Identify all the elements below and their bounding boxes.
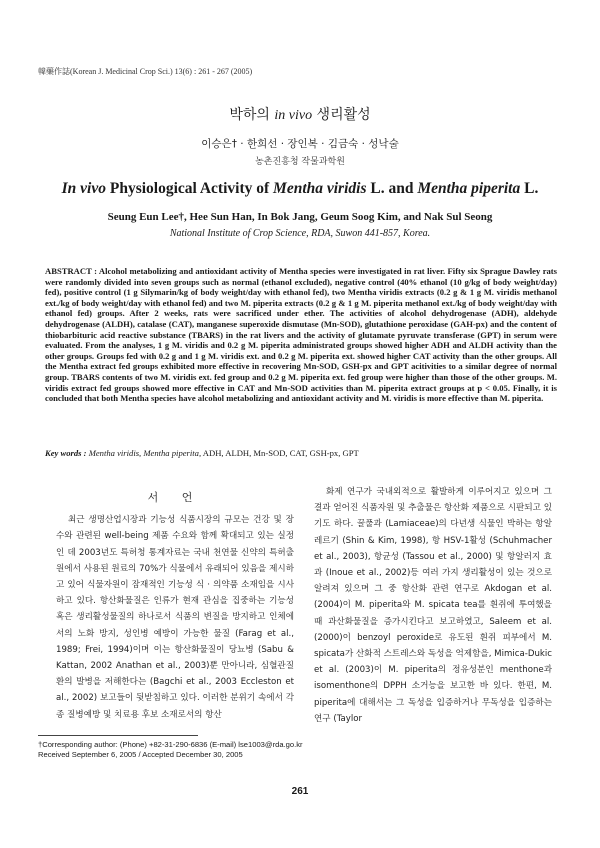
title-part: L. (520, 180, 539, 197)
abstract-label: ABSTRACT : (45, 266, 97, 276)
title-italic-part: Mentha viridis (273, 180, 367, 197)
footnote-received: Received September 6, 2005 / Accepted December 30, 2005 (38, 750, 243, 759)
korean-affiliation: 농촌진흥청 작물과학원 (255, 157, 345, 167)
abstract (45, 266, 557, 404)
keywords-list: ADH, ALDH, Mn-SOD, CAT, GSH-px, GPT (201, 448, 359, 458)
page-number: 261 (291, 786, 309, 797)
korean-title-part: 생리활성 (312, 107, 371, 123)
left-column (56, 490, 294, 723)
english-authors: Seung Eun Lee†, Hee Sun Han, In Bok Jang, Geum Soog Kim, and Nak Sul Seong (107, 211, 493, 223)
section-heading: 서 언 (147, 491, 203, 504)
footnote (38, 740, 303, 760)
left-column-text: 최근 생명산업시장과 기능성 식품시장의 규모는 건강 및 장수와 관련된 well-being 제품 수요와 함께 확대되고 있는 실정인 데 2003년도 특허청 통계자료는 국내 천연물 신약의 특허출원에서 사용된 원료의 70%가 식물에서 유래되어 있음을 제시하고 있어 식물자원이 잠재적인 기능성 식 · 의약품 소재임을 시사하고 있다. 항산화물질은 인류가 현재 관심을 집중하는 기능성 혹은 생리활성물질의 하나로서 식품의 변질을 방지하고 인체에서의 노화 방지, 성인병 예방이 가능한 물질 (Farag et al., 1989; Frei, 1994)이며 이는 항산화물질이 당뇨병 (Sabu & Kattan, 2002 Anathan et al., 2003)뿐 만아니라, 심혈관질환의 발병을 저해한다는 (Bagchi et al., 2003 Eccleston et al., 2002) 보고들이 뒷받침하고 있다. 이러한 분위기 속에서 각종 질병예방 및 치료용 후보 소재로서의 항산 (56, 515, 294, 720)
korean-title-italic: in vivo (274, 108, 313, 123)
right-column (314, 484, 552, 727)
title-part: L. and (366, 180, 418, 197)
right-column-text: 화제 연구가 국내외적으로 활발하게 이루어지고 있으며 그 결과 얻어진 식품자원 및 추출물은 항산화 제품으로 시판되고 있기도 하다. 꿀풀과 (Lamiaceae)의 다년생 식물인 박하는 항알레르기 (Shin & Kim, 1998), 항 HSV-1활성 (Schuhmacher et al., 2003), 항균성 (Tassou et al., 2000) 및 항알러지 효과 (Inoue et al., 2002)등 여러 가지 생리활성이 있는 것으로 알려져 있으며 그 중 항산화 관련 연구로 Akdogan et al. (2004)이 M. piperita와 M. spicata tea를 흰쥐에 투여했을 때 과산화물질을 증가시킨다고 보고하였고, Saleem et al. (2000)이 benzoyl peroxide로 유도된 흰쥐 피부에서 M. spicata가 산화적 스트레스와 독성을 억제함을, Mimica-Dukic et al. (2003)이 M. piperita의 정유성분인 menthone과 isomenthone의 DPPH 소거능을 보고한 바 있다. 한편, M. piperita에 대해서는 그 독성을 입증하거나 무독성을 입증하는 연구 (Taylor (314, 487, 552, 724)
title-italic-part: Mentha piperita (417, 180, 521, 197)
korean-title-part: 박하의 (229, 107, 275, 123)
title-italic-part: In vivo (61, 180, 106, 197)
korean-authors: 이승은† · 한희선 · 장인복 · 김금숙 · 성낙술 (201, 138, 399, 150)
footnote-corresponding: †Corresponding author: (Phone) +82-31-290-6836 (E-mail) lse1003@rda.go.kr (38, 740, 303, 749)
keywords-label: Key words : (45, 448, 87, 458)
keywords (45, 448, 557, 458)
english-title (0, 180, 600, 198)
title-part: Physiological Activity of (105, 180, 274, 197)
journal-header: 韓藥作誌(Korean J. Medicinal Crop Sci.) 13(6) : 261 - 267 (2005) (38, 67, 253, 76)
english-affiliation: National Institute of Crop Science, RDA, Suwon 441-857, Korea. (169, 228, 431, 239)
korean-title (0, 104, 600, 124)
keywords-species: Mentha viridis, Mentha piperita, (86, 448, 202, 458)
footnote-divider (38, 735, 198, 736)
abstract-text: Alcohol metabolizing and antioxidant activity of Mentha species were investigated in rat liver. Fifty six Sprague Dawley rats were randomly divided into seven groups such as normal (ethanol excluded), negative control (40% ethanol (10 g/kg of body weight/day) fed), positive control (1 g Silymarin/kg of body weight/day with ethanol fed), two Mentha viridis extracts (0.2 g & 1 g M. viridis methanol ext./kg of body weight/day with ethanol fed) and two M. piperita extracts (0.2 g & 1 g M. piperita methanol ext./kg of body weight/day with ethanol fed) groups. After 2 weeks, rats were sacrificed under ether. The activities of alcohol dehydrogenase (ADH), aldehyde dehydrogenase (ALDH), catalase (CAT), manganese superoxide dismutase (Mn-SOD), glutathione peroxidase (GAH-px) and the content of thiobarbituric acid reactive substance (TBARS) in the rat livers and the activity of glutamate pyruvate transferase (GPT) in serum were evaluated. From the analyses, 1 g M. viridis and 0.2 g M. piperita administrated groups showed higher ADH and ALDH activity than the other groups. Groups fed with 0.2 g and 1 g M. viridis ext. and 0.2 g M. piperita ext. showed higher CAT activity than the other groups. All the Mentha extract fed groups exhibited more effective in recovering Mn-SOD, GSH-px and GPT acitivities to a similar degree of normal group. TBARS contents of two M. viridis ext. fed group and 0.2 g M. piperita ext. fed group were higher than those of the other groups. M. viridis extract fed groups showed more effective in CAT and Mn-SOD activities than M. piperita extract groups at p < 0.05. Finally, it is concluded that both Mentha species have alcohol metabolizing and antioxidant activity and M. viridis is more effective than M. piperita. (45, 266, 558, 404)
